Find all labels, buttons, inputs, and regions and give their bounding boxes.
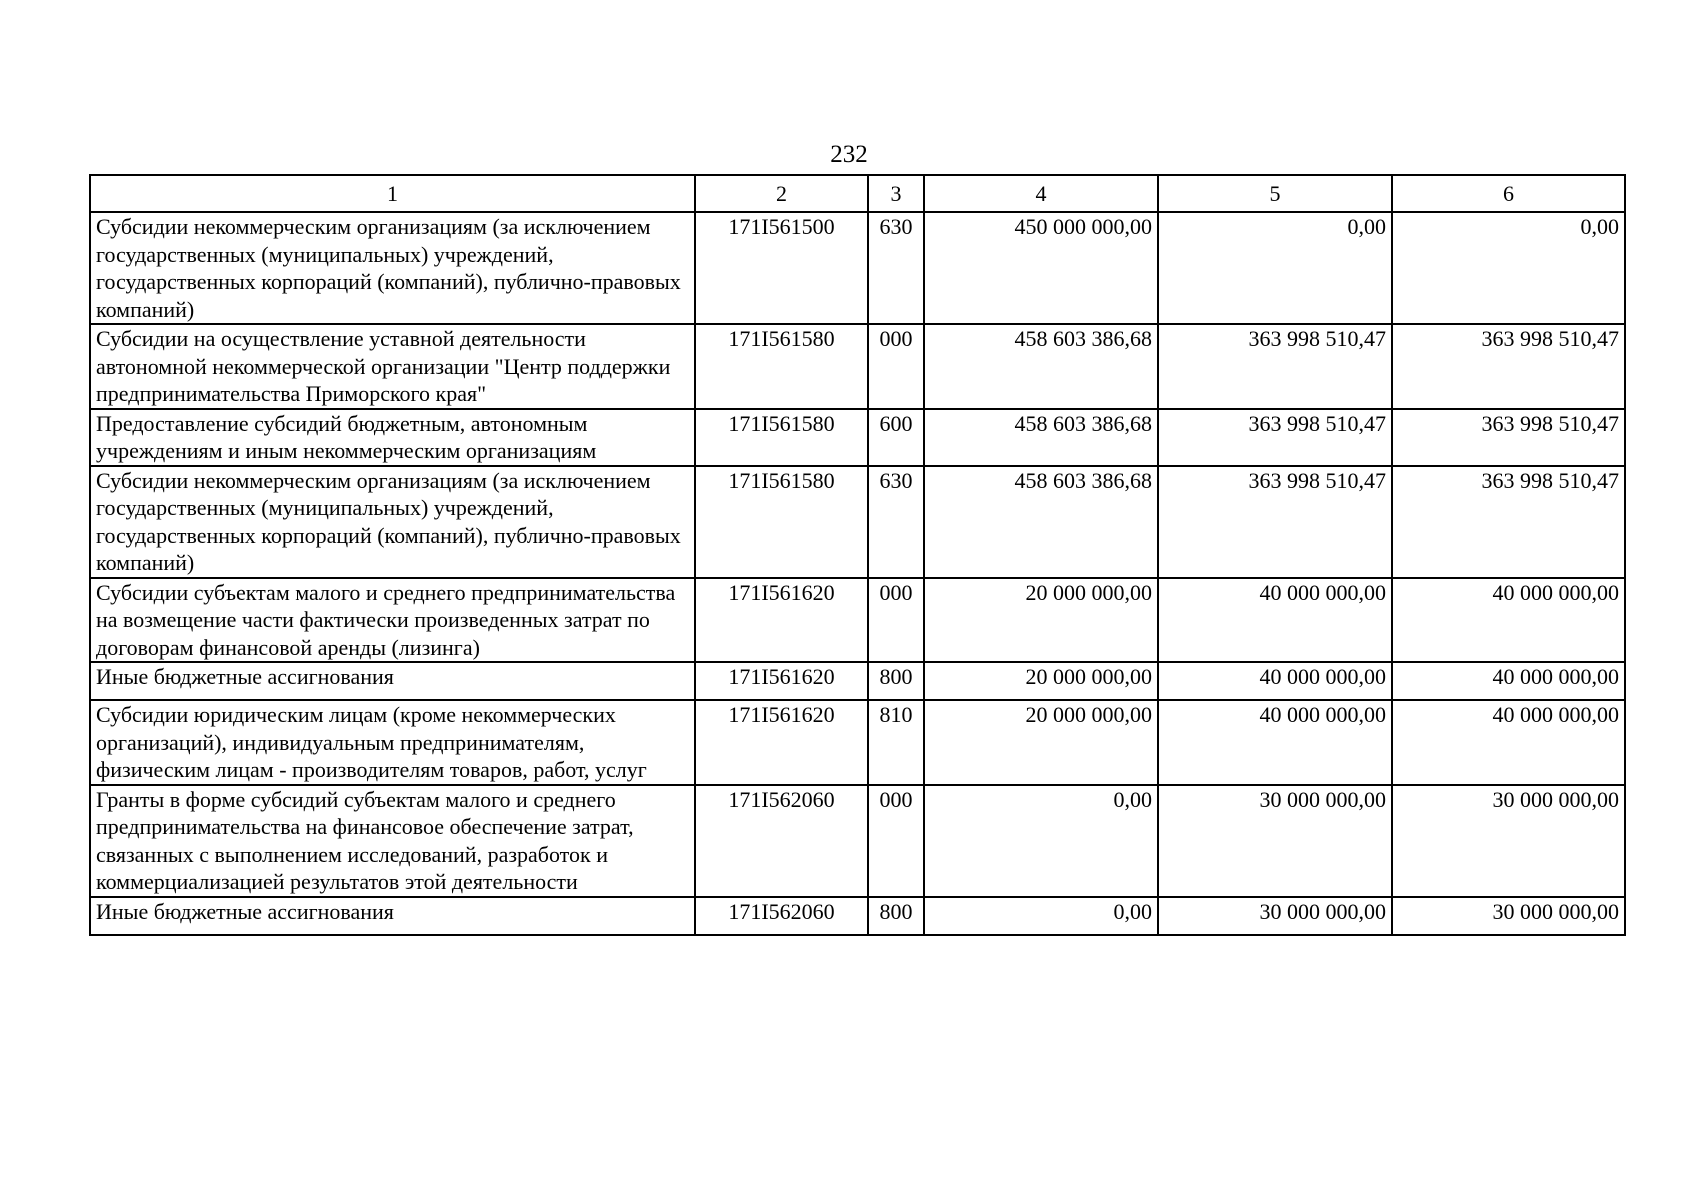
row-amount-4: 0,00: [924, 897, 1158, 935]
row-amount-5: 363 998 510,47: [1158, 324, 1392, 409]
table-row: [90, 466, 1625, 578]
row-target-code: 171I562060: [695, 785, 868, 897]
column-header-5: 5: [1158, 175, 1392, 212]
row-amount-6: 30 000 000,00: [1392, 897, 1625, 935]
row-target-code: 171I561580: [695, 409, 868, 466]
table-row: [90, 700, 1625, 785]
row-amount-4: 0,00: [924, 785, 1158, 897]
row-amount-4: 20 000 000,00: [924, 578, 1158, 663]
table-row: [90, 212, 1625, 324]
row-name: Иные бюджетные ассигнования: [90, 662, 695, 700]
row-target-code: 171I561500: [695, 212, 868, 324]
column-header-1: 1: [90, 175, 695, 212]
row-target-code: 171I561580: [695, 324, 868, 409]
row-amount-4: 450 000 000,00: [924, 212, 1158, 324]
row-name: Предоставление субсидий бюджетным, автономным учреждениям и иным некоммерческим организациям: [90, 409, 695, 466]
row-name: Субсидии субъектам малого и среднего предпринимательства на возмещение части фактически произведенных затрат по договорам финансовой аренды (лизинга): [90, 578, 695, 663]
table-row: [90, 578, 1625, 663]
row-amount-6: 363 998 510,47: [1392, 409, 1625, 466]
row-name: Субсидии некоммерческим организациям (за исключением государственных (муниципальных) учреждений, государственных корпораций (компаний), публично-правовых компаний): [90, 212, 695, 324]
row-amount-6: 363 998 510,47: [1392, 466, 1625, 578]
row-expense-type: 000: [868, 324, 924, 409]
table-row: [90, 662, 1625, 700]
column-header-2: 2: [695, 175, 868, 212]
row-target-code: 171I561620: [695, 662, 868, 700]
page-number: 232: [830, 141, 868, 168]
table-row: [90, 897, 1625, 935]
row-target-code: 171I561620: [695, 700, 868, 785]
row-amount-4: 458 603 386,68: [924, 324, 1158, 409]
table-row: [90, 409, 1625, 466]
row-expense-type: 800: [868, 662, 924, 700]
row-expense-type: 810: [868, 700, 924, 785]
row-name: Иные бюджетные ассигнования: [90, 897, 695, 935]
row-amount-6: 0,00: [1392, 212, 1625, 324]
row-amount-5: 40 000 000,00: [1158, 578, 1392, 663]
row-amount-4: 20 000 000,00: [924, 662, 1158, 700]
row-name: Субсидии юридическим лицам (кроме некоммерческих организаций), индивидуальным предпринимателям, физическим лицам - производителям товаров, работ, услуг: [90, 700, 695, 785]
row-amount-6: 30 000 000,00: [1392, 785, 1625, 897]
row-expense-type: 630: [868, 466, 924, 578]
row-amount-5: 363 998 510,47: [1158, 409, 1392, 466]
row-expense-type: 000: [868, 785, 924, 897]
row-target-code: 171I561580: [695, 466, 868, 578]
table-row: [90, 785, 1625, 897]
column-header-4: 4: [924, 175, 1158, 212]
row-amount-5: 363 998 510,47: [1158, 466, 1392, 578]
row-amount-5: 40 000 000,00: [1158, 662, 1392, 700]
row-amount-4: 20 000 000,00: [924, 700, 1158, 785]
row-expense-type: 800: [868, 897, 924, 935]
table-row: [90, 324, 1625, 409]
row-amount-6: 40 000 000,00: [1392, 578, 1625, 663]
row-name: Субсидии некоммерческим организациям (за исключением государственных (муниципальных) учреждений, государственных корпораций (компаний), публично-правовых компаний): [90, 466, 695, 578]
row-amount-5: 40 000 000,00: [1158, 700, 1392, 785]
row-amount-5: 30 000 000,00: [1158, 897, 1392, 935]
row-expense-type: 000: [868, 578, 924, 663]
row-expense-type: 630: [868, 212, 924, 324]
column-header-6: 6: [1392, 175, 1625, 212]
row-target-code: 171I562060: [695, 897, 868, 935]
budget-table: [89, 174, 1626, 936]
row-amount-6: 40 000 000,00: [1392, 700, 1625, 785]
column-header-3: 3: [868, 175, 924, 212]
table-header-row: [90, 175, 1625, 212]
row-amount-5: 30 000 000,00: [1158, 785, 1392, 897]
row-amount-4: 458 603 386,68: [924, 466, 1158, 578]
row-target-code: 171I561620: [695, 578, 868, 663]
row-amount-6: 363 998 510,47: [1392, 324, 1625, 409]
row-name: Субсидии на осуществление уставной деятельности автономной некоммерческой организации "Центр поддержки предпринимательства Приморского края": [90, 324, 695, 409]
row-amount-6: 40 000 000,00: [1392, 662, 1625, 700]
row-amount-4: 458 603 386,68: [924, 409, 1158, 466]
row-name: Гранты в форме субсидий субъектам малого и среднего предпринимательства на финансовое обеспечение затрат, связанных с выполнением исследований, разработок и коммерциализацией результатов этой деятельности: [90, 785, 695, 897]
row-amount-5: 0,00: [1158, 212, 1392, 324]
row-expense-type: 600: [868, 409, 924, 466]
